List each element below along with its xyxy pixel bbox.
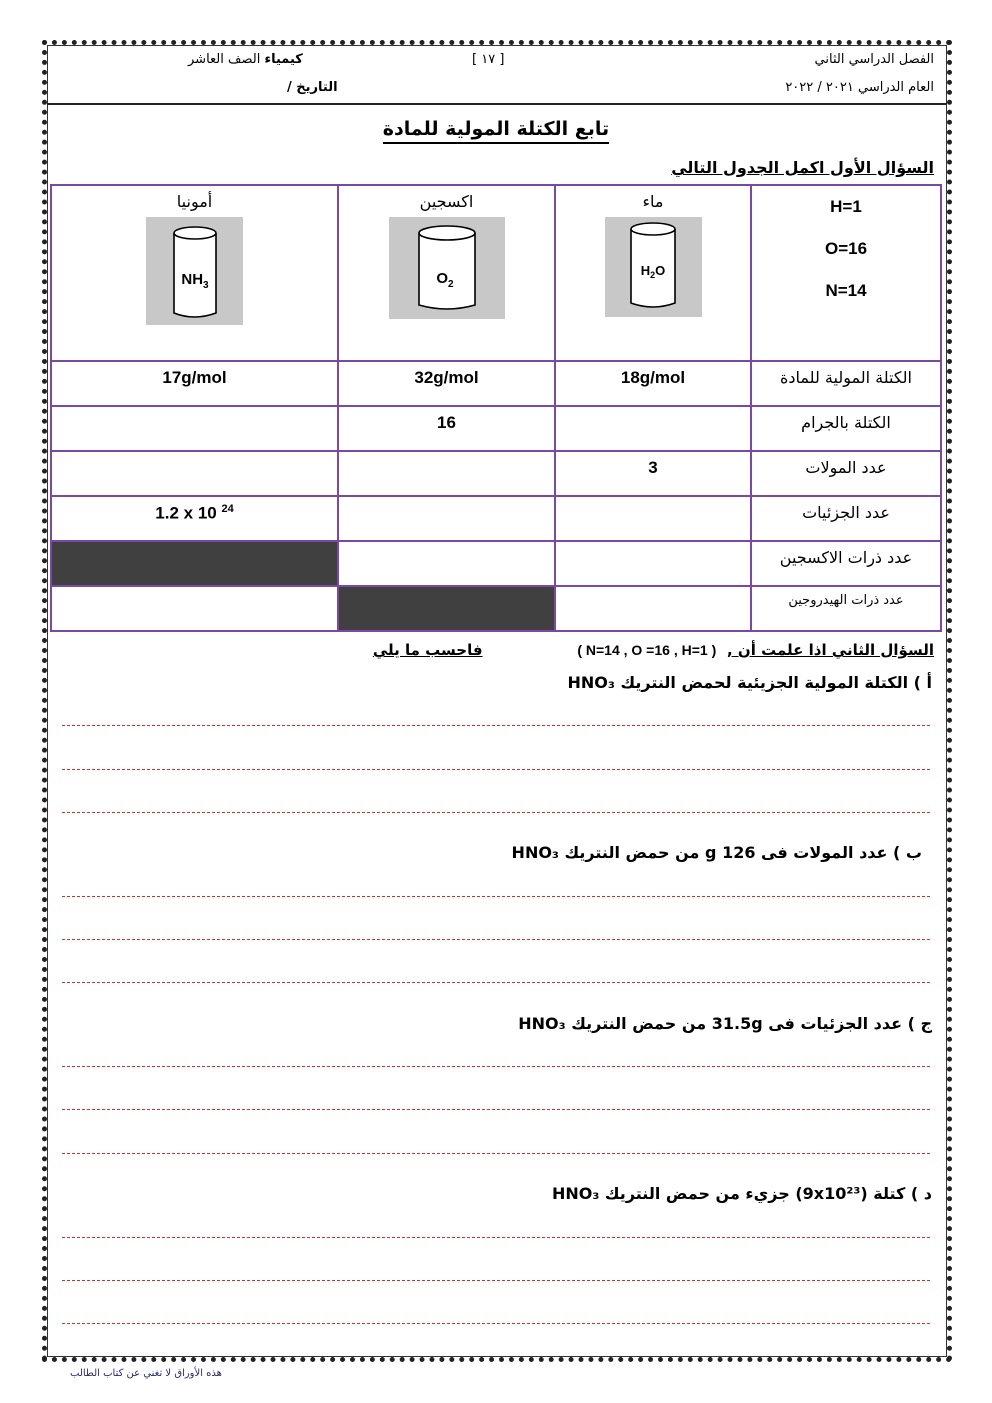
ammonia-jar-icon xyxy=(146,217,243,325)
answer-line[interactable] xyxy=(62,725,930,726)
header-divider xyxy=(47,103,947,105)
row-label-molecules: عدد الجزئيات xyxy=(751,496,941,541)
answer-line[interactable] xyxy=(62,812,930,813)
ammonia-mass-g[interactable] xyxy=(51,406,338,451)
page-number: [ ١٧ ] xyxy=(472,52,505,67)
answer-line[interactable] xyxy=(62,1280,930,1281)
question2-part-b: ب ) عدد المولات فى 126 g من حمض النتريك HNO₃ xyxy=(511,843,922,862)
answer-line[interactable] xyxy=(62,769,930,770)
answer-line[interactable] xyxy=(62,896,930,897)
ammonia-oxygen-atoms-shaded xyxy=(51,541,338,586)
subject-grade xyxy=(188,52,303,67)
atomic-mass-o: O=16 xyxy=(824,239,868,258)
date-label: التاريخ / xyxy=(287,80,338,95)
answer-line[interactable] xyxy=(62,1237,930,1238)
answer-line[interactable] xyxy=(62,1109,930,1110)
oxygen-mass-g: 16 xyxy=(338,406,555,451)
question2-calc-label: فاحسب ما يلي xyxy=(372,641,483,659)
oxygen-molar-mass: 32g/mol xyxy=(338,361,555,406)
row-label-moles: عدد المولات xyxy=(751,451,941,496)
oxygen-hydrogen-atoms-shaded xyxy=(338,586,555,631)
footer-note: هذه الأوراق لا تغني عن كتاب الطالب xyxy=(70,1368,222,1379)
oxygen-header-cell xyxy=(338,185,555,361)
water-header-cell xyxy=(555,185,751,361)
question1-title: السؤال الأول اكمل الجدول التالي xyxy=(671,158,934,177)
ammonia-hydrogen-atoms[interactable] xyxy=(51,586,338,631)
question2-title: السؤال الثاني اذا علمت أن , xyxy=(727,641,934,659)
ammonia-header-cell xyxy=(51,185,338,361)
svg-text:H2O: $H_2O$ xyxy=(640,263,665,280)
grade-label: الصف العاشر xyxy=(188,52,261,67)
water-molecules[interactable] xyxy=(555,496,751,541)
academic-year: العام الدراسي ٢٠٢١ / ٢٠٢٢ xyxy=(785,80,934,95)
water-moles: 3 xyxy=(555,451,751,496)
answer-line[interactable] xyxy=(62,982,930,983)
semester-label: الفصل الدراسي الثاني xyxy=(814,52,934,67)
water-hydrogen-atoms[interactable] xyxy=(555,586,751,631)
oxygen-name: اكسجين xyxy=(419,192,474,211)
answer-line[interactable] xyxy=(62,1153,930,1154)
ammonia-name: أمونيا xyxy=(176,192,213,211)
answer-line[interactable] xyxy=(62,1323,930,1324)
ammonia-molar-mass: 17g/mol xyxy=(51,361,338,406)
question2-header xyxy=(373,641,934,659)
oxygen-oxygen-atoms[interactable] xyxy=(338,541,555,586)
water-oxygen-atoms[interactable] xyxy=(555,541,751,586)
answer-line[interactable] xyxy=(62,939,930,940)
row-label-molar-mass: الكتلة المولية للمادة xyxy=(751,361,941,406)
oxygen-molecules[interactable] xyxy=(338,496,555,541)
atomic-mass-h: H=1 xyxy=(830,197,862,216)
atomic-masses-cell xyxy=(751,185,941,361)
answer-line[interactable] xyxy=(62,1066,930,1067)
page-title: تابع الكتلة المولية للمادة xyxy=(0,118,992,140)
atomic-mass-n: N=14 xyxy=(825,281,867,300)
question2-constants: ( N=14 , O =16 , H=1 ) xyxy=(577,642,717,658)
subject-label: كيمياء xyxy=(264,52,303,67)
water-mass-g[interactable] xyxy=(555,406,751,451)
question2-part-d: د ) كتلة (9x10²³) جزيء من حمض النتريك HNO₃ xyxy=(551,1184,932,1203)
water-jar-icon xyxy=(605,217,702,317)
oxygen-jar-icon xyxy=(389,217,505,319)
row-label-mass: الكتلة بالجرام xyxy=(751,406,941,451)
row-label-oxygen-atoms: عدد ذرات الاكسجين xyxy=(751,541,941,586)
ammonia-moles[interactable] xyxy=(51,451,338,496)
question2-part-c: ج ) عدد الجزئيات فى 31.5g من حمض النتريك HNO₃ xyxy=(518,1014,932,1033)
svg-text:O2: $O_2$ xyxy=(435,270,454,290)
question2-part-a: أ ) الكتلة المولية الجزيئية لحمض النتريك HNO₃ xyxy=(567,673,932,692)
ammonia-molecules: 1.2 x 10 $^{24}$ xyxy=(51,496,338,541)
molar-mass-table xyxy=(50,184,942,632)
water-molar-mass: 18g/mol xyxy=(555,361,751,406)
water-name: ماء xyxy=(642,192,664,211)
row-label-hydrogen-atoms: عدد ذرات الهيدروجين xyxy=(751,586,941,631)
oxygen-moles[interactable] xyxy=(338,451,555,496)
svg-text:NH3: $NH_3$ xyxy=(181,271,209,291)
